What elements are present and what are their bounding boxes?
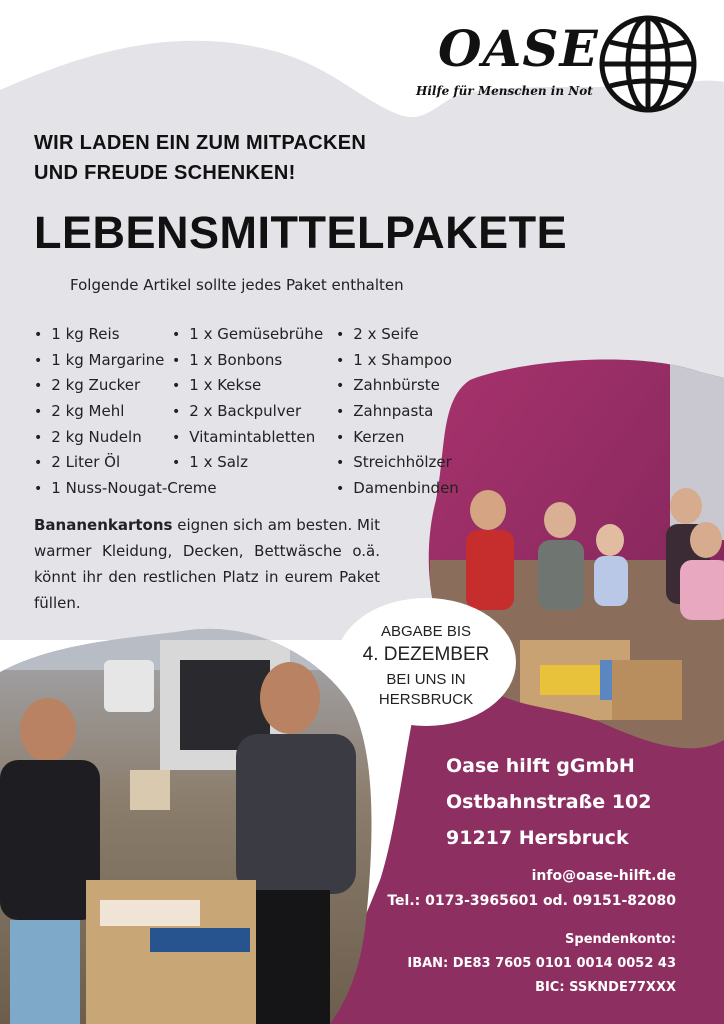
list-item: • 1 kg Reis [34, 322, 217, 348]
city: 91217 Hersbruck [446, 827, 629, 849]
list-item: • Zahnbürste [336, 373, 459, 399]
list-item: • 1 x Kekse [172, 373, 323, 399]
note-text: eignen sich am besten. Mit warmer Kleidung, Decken, Bettwäsche o.ä. könnt ihr den restlichen Platz in eurem Paket füllen. [34, 516, 380, 612]
email-link[interactable]: info@oase-hilft.de [531, 868, 676, 884]
list-item: • 2 x Seife [336, 322, 459, 348]
invite-headline [34, 128, 366, 188]
item-list-extras [172, 322, 323, 476]
deadline-line-3: BEI UNS IN [386, 671, 466, 688]
deadline-date: 4. DEZEMBER [362, 644, 490, 665]
list-item: • Streichhölzer [336, 450, 459, 476]
list-item: • Damenbinden [336, 476, 459, 502]
contact-block [387, 864, 676, 914]
phone-numbers: Tel.: 0173-3965601 od. 09151-82080 [387, 893, 676, 909]
invite-line-2: UND FREUDE SCHENKEN! [34, 162, 296, 184]
list-item: • 1 x Gemüsebrühe [172, 322, 323, 348]
org-name: Oase hilft gGmbH [446, 755, 635, 777]
logo-wordmark: OASE [438, 19, 599, 78]
children-boxes-photo [0, 620, 380, 1024]
list-item: • 2 kg Zucker [34, 373, 217, 399]
street: Ostbahnstraße 102 [446, 791, 652, 813]
item-list-hygiene [336, 322, 459, 502]
address-block [446, 748, 651, 856]
deadline-line-4: HERSBRUCK [378, 691, 474, 708]
deadline-line-1: ABGABE BIS [380, 623, 472, 640]
list-item: • 1 Nuss-Nougat-Creme [34, 476, 217, 502]
invite-line-1: WIR LADEN EIN ZUM MITPACKEN [34, 132, 367, 154]
deadline-badge [336, 598, 516, 726]
bic: BIC: SSKNDE77XXX [535, 980, 676, 995]
bank-block [407, 928, 676, 1000]
list-item: • 2 kg Mehl [34, 399, 217, 425]
intro-text: Folgende Artikel sollte jedes Paket enthalten [70, 276, 404, 294]
list-item: • 2 x Backpulver [172, 399, 323, 425]
list-item: • 1 x Shampoo [336, 348, 459, 374]
note-highlight: Bananenkartons [34, 516, 173, 534]
list-item: • 1 kg Margarine [34, 348, 217, 374]
globe-icon [596, 12, 700, 116]
list-item: • 1 x Bonbons [172, 348, 323, 374]
list-item: • 2 kg Nudeln [34, 425, 217, 451]
list-item: • Kerzen [336, 425, 459, 451]
packing-note [34, 512, 380, 616]
list-item: • 1 x Salz [172, 450, 323, 476]
list-item: • Vitamintabletten [172, 425, 323, 451]
list-item: • Zahnpasta [336, 399, 459, 425]
page-title: LEBENSMITTELPAKETE [34, 207, 568, 258]
list-item: • 2 Liter Öl [34, 450, 217, 476]
iban: IBAN: DE83 7605 0101 0014 0052 43 [407, 956, 676, 971]
bank-label: Spendenkonto: [565, 932, 676, 947]
logo-tagline: Hilfe für Menschen in Not [416, 84, 593, 98]
